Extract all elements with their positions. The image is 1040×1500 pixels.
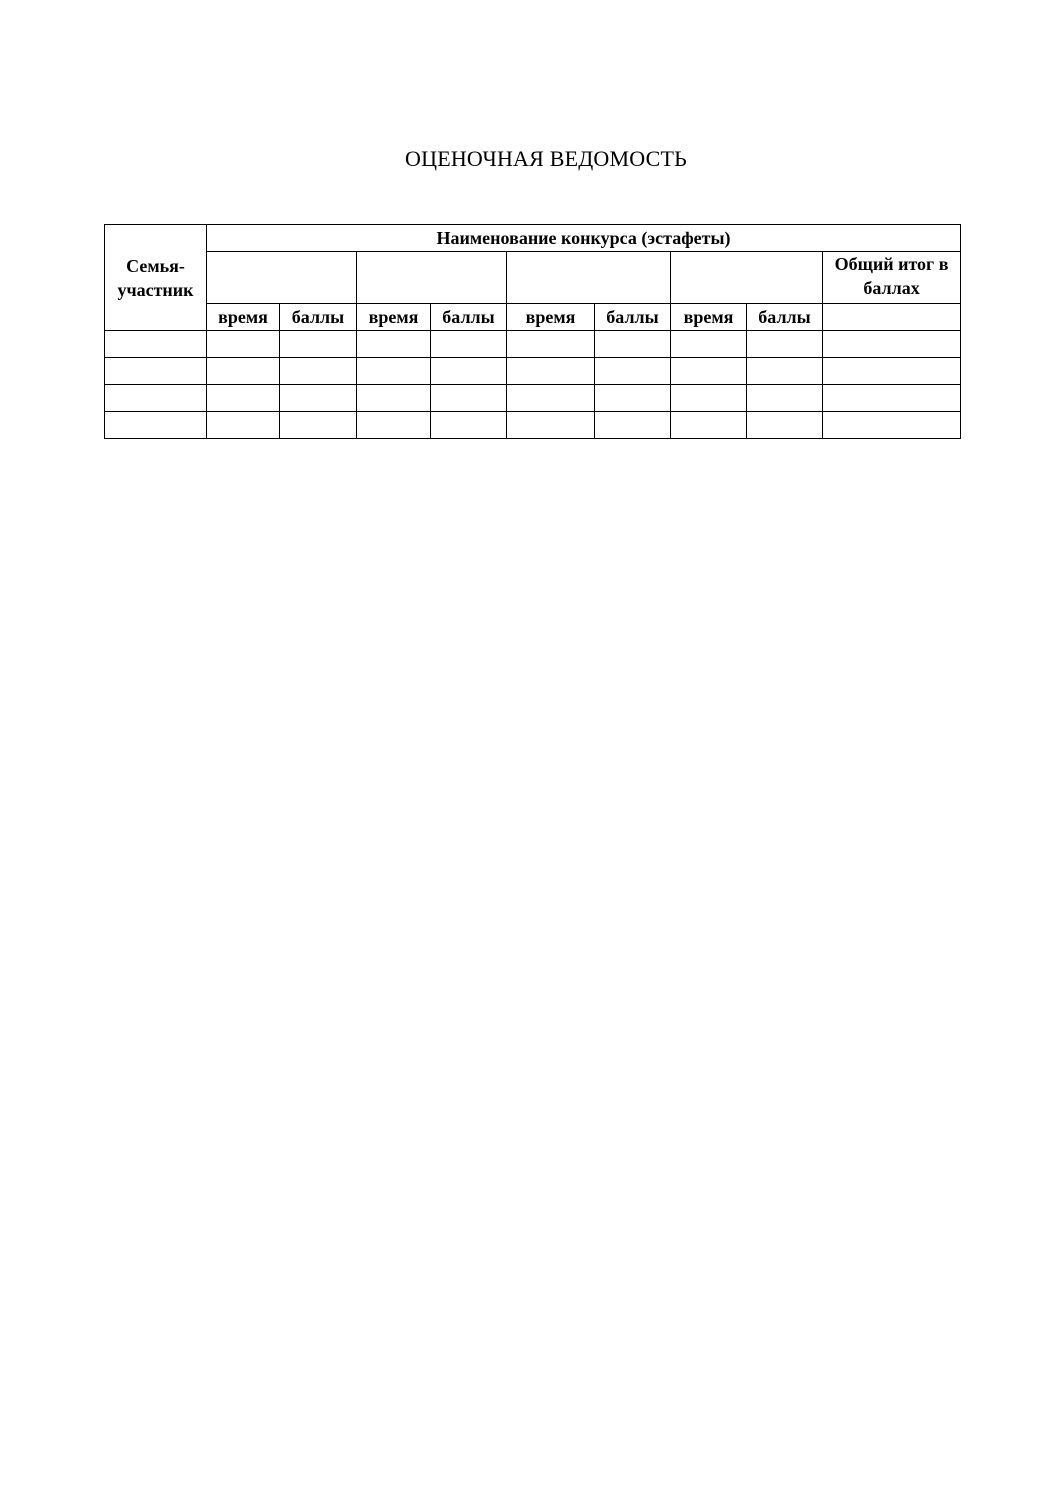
table-cell[interactable] (431, 358, 507, 385)
table-cell[interactable] (747, 358, 823, 385)
table-cell[interactable] (671, 412, 747, 439)
total-header: Общий итог в баллах (823, 252, 961, 304)
contest-name-cell[interactable] (671, 252, 823, 304)
table-cell[interactable] (357, 385, 431, 412)
table-cell[interactable] (357, 358, 431, 385)
table-cell[interactable] (105, 412, 207, 439)
time-header: время (507, 304, 595, 331)
table-cell[interactable] (823, 331, 961, 358)
table-cell[interactable] (207, 331, 280, 358)
table-cell[interactable] (595, 385, 671, 412)
header-row-3 (105, 304, 961, 331)
time-header: время (671, 304, 747, 331)
participant-header: Семья-участник (105, 225, 207, 331)
header-row-1 (105, 225, 961, 252)
points-header: баллы (280, 304, 357, 331)
table-cell[interactable] (507, 412, 595, 439)
table-cell[interactable] (507, 385, 595, 412)
points-header: баллы (431, 304, 507, 331)
header-row-2 (105, 252, 961, 304)
table-cell[interactable] (105, 331, 207, 358)
table-cell[interactable] (595, 412, 671, 439)
table-cell[interactable] (595, 358, 671, 385)
contest-name-cell[interactable] (207, 252, 357, 304)
table-cell[interactable] (823, 358, 961, 385)
table-cell[interactable] (747, 412, 823, 439)
contest-name-cell[interactable] (357, 252, 507, 304)
table-row (105, 358, 961, 385)
table-cell[interactable] (280, 412, 357, 439)
table-cell[interactable] (357, 331, 431, 358)
table-cell[interactable] (823, 412, 961, 439)
table-row (105, 385, 961, 412)
table-cell[interactable] (507, 331, 595, 358)
table-cell[interactable] (671, 358, 747, 385)
table-cell[interactable] (280, 385, 357, 412)
table-cell[interactable] (207, 412, 280, 439)
table-cell[interactable] (280, 331, 357, 358)
table-cell[interactable] (105, 358, 207, 385)
time-header: время (207, 304, 280, 331)
total-subheader-cell (823, 304, 961, 331)
table-cell[interactable] (431, 385, 507, 412)
table-row (105, 331, 961, 358)
contest-name-cell[interactable] (507, 252, 671, 304)
table-cell[interactable] (507, 358, 595, 385)
table-cell[interactable] (671, 331, 747, 358)
points-header: баллы (595, 304, 671, 331)
table-row (105, 412, 961, 439)
table-cell[interactable] (357, 412, 431, 439)
table-cell[interactable] (747, 385, 823, 412)
table-cell[interactable] (747, 331, 823, 358)
table-cell[interactable] (823, 385, 961, 412)
score-table (104, 224, 961, 439)
page-title: ОЦЕНОЧНАЯ ВЕДОМОСТЬ (405, 146, 687, 171)
time-header: время (357, 304, 431, 331)
table-cell[interactable] (207, 385, 280, 412)
table-cell[interactable] (431, 331, 507, 358)
table-cell[interactable] (280, 358, 357, 385)
table-cell[interactable] (207, 358, 280, 385)
table-cell[interactable] (595, 331, 671, 358)
table-cell[interactable] (671, 385, 747, 412)
table-cell[interactable] (105, 385, 207, 412)
contest-header: Наименование конкурса (эстафеты) (207, 225, 961, 252)
points-header: баллы (747, 304, 823, 331)
table-cell[interactable] (431, 412, 507, 439)
